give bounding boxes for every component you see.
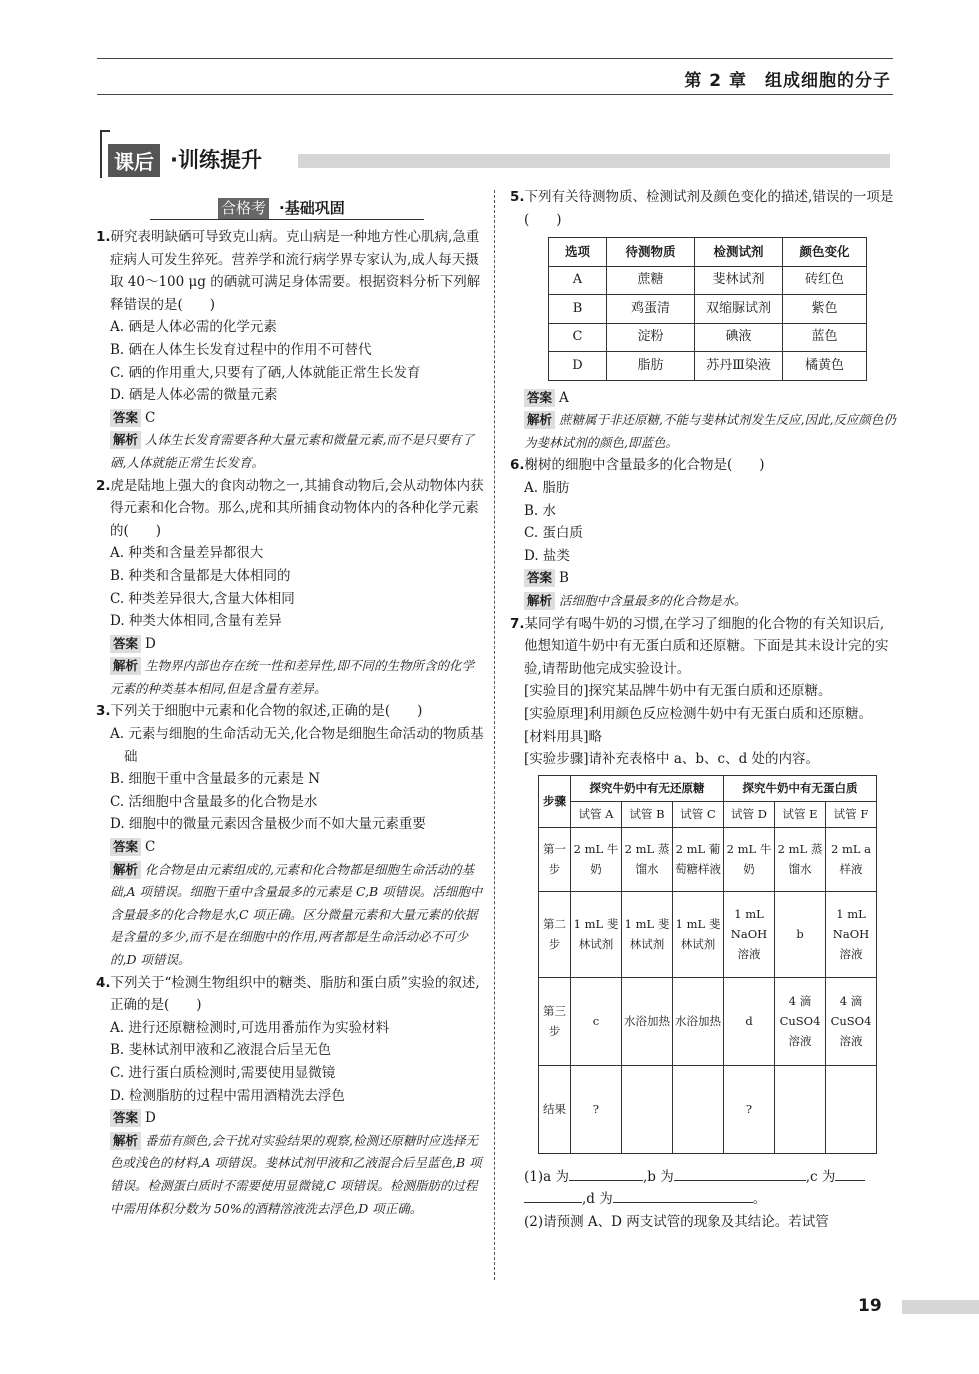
table-header-row [539,775,877,801]
table-cell: 4 滴 CuSO4 溶液 [826,977,877,1065]
question-number: 7. [510,615,525,632]
table-cell: 1 mL 斐林试剂 [622,891,673,977]
group-sugar-header: 探究牛奶中有无还原糖 [571,775,724,801]
explanation: 活细胞中含量最多的化合物是水。 [559,593,747,609]
page-number-bar [902,1300,979,1314]
option-c: C. 活细胞中含量最多的化合物是水 [110,793,318,810]
header-rule-top [97,58,893,59]
table-cell: 紫色 [783,295,867,324]
section-header [100,130,895,180]
table-cell: 鸡蛋清 [607,295,695,324]
table-cell [826,1065,877,1153]
table-cell: d [724,977,775,1065]
table-cell: 2 mL 蒸馏水 [622,827,673,891]
blank-c[interactable] [835,1167,865,1181]
blank-a[interactable] [569,1167,643,1181]
reagent-table [548,237,867,381]
table-cell: 碘液 [695,323,783,352]
table-cell: 1 mL 斐林试剂 [673,891,724,977]
explain-label: 解析 [110,1132,141,1150]
left-column [96,196,484,1220]
table-cell [673,1065,724,1153]
blank-d-label: ,d 为 [582,1191,613,1208]
explanation: 蔗糖属于非还原糖,不能与斐林试剂发生反应,因此,反应颜色仍为斐林试剂的颜色,即蓝色。 [524,412,896,450]
table-cell: ? [724,1065,775,1153]
table-cell: 蓝色 [783,323,867,352]
explanation: 化合物是由元素组成的,元素和化合物都是细胞生命活动的基础,A 项错误。细胞干重中含量最多的元素是 C,B 项错误。活细胞中含量最多的化合物是水,C 项正确。区分微量元素和大量元素的依据是含量的多少,而不是在细胞中的作用,两者都是生命活动必不可少的,D 项错误。 [110,861,483,967]
explain-label: 解析 [524,411,555,429]
chapter-title: 第 2 章 组成细胞的分子 [684,71,891,91]
option-b: B. 斐林试剂甲液和乙液混合后呈无色 [110,1042,332,1059]
option-d: D. 硒是人体必需的微量元素 [110,387,278,404]
group-protein-header: 探究牛奶中有无蛋白质 [724,775,877,801]
right-column [510,186,896,1234]
section-tag: 课后 [108,144,160,177]
table-cell: 1 mL NaOH 溶液 [724,891,775,977]
blank-b-label: ,b 为 [642,1168,674,1185]
option-d: D. 检测脂肪的过程中需用酒精洗去浮色 [110,1087,345,1104]
answer-label: 答案 [110,838,141,856]
table-cell: 蔗糖 [607,266,695,295]
table-cell: c [571,977,622,1065]
table-cell: 脂肪 [607,352,695,381]
fill-blanks-1 [510,1166,896,1189]
question-3 [96,700,484,971]
part-2: (2)请预测 A、D 两支试管的现象及其结论。若试管 [524,1213,829,1230]
option-a: A. 脂肪 [524,480,570,497]
table-cell: 2 mL a 样液 [826,827,877,891]
table-cell: 2 mL 牛奶 [724,827,775,891]
option-d: D. 细胞中的微量元素因含量极少而不如大量元素重要 [110,816,426,833]
explanation: 生物界内部也存在统一性和差异性,即不同的生物所含的化学元素的种类基本相同,但是含量有差异。 [110,658,474,696]
table-cell: 水浴加热 [622,977,673,1065]
section-title: ·训练提升 [170,148,262,172]
option-d: D. 盐类 [524,547,570,564]
table-cell: 1 mL NaOH 溶液 [826,891,877,977]
table-cell: 淀粉 [607,323,695,352]
experiment-table [538,775,877,1154]
table-cell: 斐林试剂 [695,266,783,295]
fill-blanks-2 [510,1188,896,1211]
table-row [539,977,877,1065]
section-bar [298,154,890,168]
table-row [539,827,877,891]
table-header: 颜色变化 [783,238,867,267]
question-6 [510,454,896,612]
table-cell: 橘黄色 [783,352,867,381]
table-cell: 1 mL 斐林试剂 [571,891,622,977]
table-cell [775,1065,826,1153]
table-cell: 2 mL 蒸馏水 [775,827,826,891]
option-c: C. 进行蛋白质检测时,需要使用显微镜 [110,1064,336,1081]
blank-b[interactable] [674,1167,806,1181]
question-number: 3. [96,703,111,720]
table-cell [622,1065,673,1153]
option-b: B. 硒在人体生长发育过程中的作用不可替代 [110,341,372,358]
blank-end: 。 [752,1191,767,1208]
table-row [549,295,867,324]
question-stem: 榭树的细胞中含量最多的化合物是( ) [524,457,765,474]
answer-label: 答案 [110,1109,141,1127]
question-7 [510,613,896,1234]
explanation: 番茄有颜色,会干扰对实验结果的观察,检测还原糖时应选择无色或浅色的材料,A 项错误。斐林试剂甲液和乙液混合后呈蓝色,B 项错误。检测蛋白质时不需要使用显微镜,C 项错误。检测脂肪的过程中需用体积分数为 50%的酒精溶液洗去浮色,D 项正确。 [110,1132,482,1216]
column-divider [494,190,495,1280]
option-c: C. 蛋白质 [524,525,583,542]
tube-header: 试管 D [724,801,775,827]
tube-header: 试管 A [571,801,622,827]
question-number: 5. [510,189,525,205]
step-label: 第二步 [539,891,571,977]
table-header-row [549,238,867,267]
table-cell: 4 滴 CuSO4 溶液 [775,977,826,1065]
step-label: 第三步 [539,977,571,1065]
table-cell: D [549,352,607,381]
page-number: 19 [858,1296,882,1316]
table-cell: C [549,323,607,352]
question-1 [96,226,484,475]
question-number: 4. [96,974,111,991]
blank-c-cont[interactable] [524,1189,582,1203]
table-cell: 水浴加热 [673,977,724,1065]
table-cell: B [549,295,607,324]
experiment-steps: [实验步骤]请补充表格中 a、b、c、d 处的内容。 [524,751,820,768]
table-cell: 2 mL 牛奶 [571,827,622,891]
question-stem: 下列有关待测物质、检测试剂及颜色变化的描述,错误的一项是( ) [524,189,894,228]
tube-header-row [539,801,877,827]
question-number: 1. [96,229,111,245]
option-a: A. 种类和含量差异都很大 [110,545,264,562]
answer-value: D [145,635,156,652]
table-cell: 砖红色 [783,266,867,295]
answer-value: C [145,839,156,856]
answer-value: A [559,389,569,406]
question-stem: 下列关于“检测生物组织中的糖类、脂肪和蛋白质”实验的叙述,正确的是( ) [110,974,480,1014]
question-stem: 研究表明缺硒可导致克山病。克山病是一种地方性心肌病,急重症病人可发生猝死。营养学和流行病学界专家认为,成人每天摄取 40～100 μg 的硒就可满足身体需要。根据资料分析下列解释错误的是( ) [110,229,481,313]
table-row [539,1065,877,1153]
subsection-header [96,196,484,226]
tube-header: 试管 C [673,801,724,827]
answer-label: 答案 [110,635,141,653]
table-cell: b [775,891,826,977]
blank-c-label: ,c 为 [805,1168,836,1185]
question-4 [96,972,484,1221]
table-cell: A [549,266,607,295]
option-b: B. 细胞干重中含量最多的元素是 N [110,771,321,788]
subsection-rule [150,219,424,220]
blank-d[interactable] [613,1189,753,1203]
question-stem: 某同学有喝牛奶的习惯,在学习了细胞的化合物的有关知识后,他想知道牛奶中有无蛋白质和还原糖。下面是其未设计完的实验,请帮助他完成实验设计。 [524,615,889,677]
option-b: B. 水 [524,502,557,519]
option-c: C. 硒的作用重大,只要有了硒,人体就能正常生长发育 [110,364,421,381]
question-number: 6. [510,457,525,474]
blank-a-label: (1)a 为 [524,1168,569,1185]
option-b: B. 种类和含量都是大体相同的 [110,567,291,584]
table-row [549,266,867,295]
table-cell: 2 mL 葡萄糖样液 [673,827,724,891]
experiment-purpose: [实验目的]探究某品牌牛奶中有无蛋白质和还原糖。 [524,683,832,700]
header-rule-bottom [97,94,893,95]
option-a: A. 硒是人体必需的化学元素 [110,319,277,336]
table-corner: 步骤 [539,775,571,827]
table-row [539,891,877,977]
explanation: 人体生长发育需要各种大量元素和微量元素,而不是只要有了硒,人体就能正常生长发育。 [110,432,474,470]
question-number: 2. [96,477,111,494]
tube-header: 试管 E [775,801,826,827]
experiment-materials: [材料用具]略 [524,728,603,745]
option-c: C. 种类差异很大,含量大体相同 [110,590,295,607]
experiment-principle: [实验原理]利用颜色反应检测牛奶中有无蛋白质和还原糖。 [524,706,873,722]
step-label: 结果 [539,1065,571,1153]
option-a: A. 进行还原糖检测时,可选用番茄作为实验材料 [110,1019,390,1036]
table-cell: 苏丹Ⅲ染液 [695,352,783,381]
explain-label: 解析 [110,431,141,449]
tube-header: 试管 B [622,801,673,827]
step-label: 第一步 [539,827,571,891]
table-cell: 双缩脲试剂 [695,295,783,324]
table-row [549,323,867,352]
table-header: 待测物质 [607,238,695,267]
explain-label: 解析 [110,657,141,675]
answer-value: D [145,1110,156,1127]
subsection-tag: 合格考 [218,198,269,219]
table-row [549,352,867,381]
explain-label: 解析 [110,861,141,879]
answer-value: B [559,570,569,587]
question-2 [96,475,484,701]
answer-value: C [145,409,156,426]
subsection-title: ·基础巩固 [279,199,345,217]
option-d: D. 种类大体相同,含量有差异 [110,613,282,630]
table-header: 选项 [549,238,607,267]
explain-label: 解析 [524,592,555,610]
answer-label: 答案 [524,569,555,587]
question-5 [510,186,896,454]
tube-header: 试管 F [826,801,877,827]
answer-label: 答案 [110,409,141,427]
option-a: A. 元素与细胞的生命活动无关,化合物是细胞生命活动的物质基础 [110,726,484,765]
question-stem: 虎是陆地上强大的食肉动物之一,其捕食动物后,会从动物体内获得元素和化合物。那么,虎和其所捕食动物体内的各种化学元素的( ) [110,477,484,539]
question-stem: 下列关于细胞中元素和化合物的叙述,正确的是( ) [110,703,423,720]
answer-label: 答案 [524,389,555,407]
table-cell: ? [571,1065,622,1153]
table-header: 检测试剂 [695,238,783,267]
